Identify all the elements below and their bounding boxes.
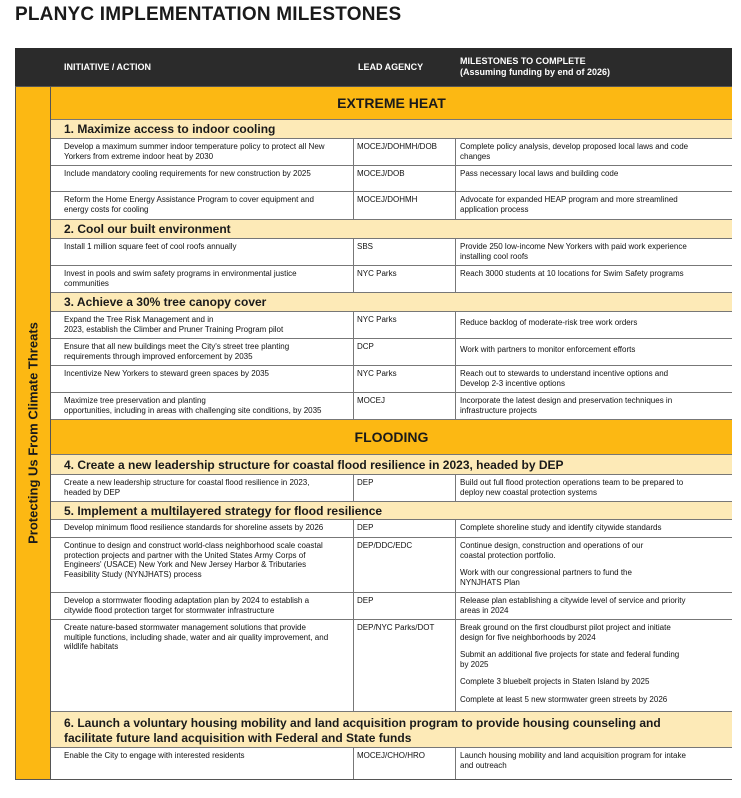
action-cell: Include mandatory cooling requirements for new construction by 2025 xyxy=(64,169,311,178)
action-cell: Invest in pools and swim safety programs in environmental justice communities xyxy=(64,269,297,288)
section-heading: 3. Achieve a 30% tree canopy cover xyxy=(51,293,732,312)
sidebar-theme xyxy=(16,87,51,779)
milestone-cell: Work with partners to monitor enforcement efforts xyxy=(460,345,636,354)
table-row xyxy=(51,520,732,538)
agency-cell: MOCEJ/DOHMH/DOB xyxy=(357,142,437,151)
milestone-cell: Reach 3000 students at 10 locations for Swim Safety programs xyxy=(460,269,684,278)
agency-cell: NYC Parks xyxy=(357,315,397,324)
milestone-cell: Pass necessary local laws and building code xyxy=(460,169,619,178)
action-cell: Maximize tree preservation and planting opportunities, including in areas with challenging site conditions, by 2035 xyxy=(64,396,322,415)
agency-cell: NYC Parks xyxy=(357,369,397,378)
milestone-cell: Reduce backlog of moderate-risk tree work orders xyxy=(460,318,638,327)
table-row xyxy=(51,475,732,502)
milestone-cell: Reach out to stewards to understand incentive options and Develop 2-3 incentive options xyxy=(460,369,669,388)
sidebar-label: Protecting Us From Climate Threats xyxy=(25,322,41,544)
agency-cell: NYC Parks xyxy=(357,269,397,278)
agency-cell: DEP xyxy=(357,596,374,605)
table-row xyxy=(51,620,732,712)
milestone-cell: Break ground on the first cloudburst pilot project and initiate design for five neighborhoods by 2024 Submit an additional five projects for state and federal funding by 2025 Complete 3 bluebelt projects in Staten Island by 2025 Complete at least 5 new stormwater green streets by 2026 xyxy=(460,623,680,704)
table-row xyxy=(51,192,732,220)
milestone-cell: Release plan establishing a citywide level of service and priority areas in 2024 xyxy=(460,596,686,615)
category-label: FLOODING xyxy=(354,429,429,445)
table-row xyxy=(51,366,732,393)
table-row xyxy=(51,593,732,620)
action-cell: Create a new leadership structure for coastal flood resilience in 2023, headed by DEP xyxy=(64,478,310,497)
header-milestones-note: (Assuming funding by end of 2026) xyxy=(460,67,611,77)
agency-cell: MOCEJ/DOB xyxy=(357,169,405,178)
action-cell: Install 1 million square feet of cool roofs annually xyxy=(64,242,237,251)
table-row xyxy=(51,538,732,593)
action-cell: Ensure that all new buildings meet the City's street tree planting requirements through improved enforcement by 2035 xyxy=(64,342,290,361)
milestone-cell: Build out full flood protection operations team to be prepared to deploy new coastal protection systems xyxy=(460,478,684,497)
header-lead-agency: LEAD AGENCY xyxy=(358,62,424,72)
action-cell: Incentivize New Yorkers to steward green spaces by 2035 xyxy=(64,369,270,378)
table-row xyxy=(51,393,732,420)
category-extreme-heat xyxy=(51,87,732,120)
milestone-cell: Complete shoreline study and identify citywide standards xyxy=(460,523,662,532)
milestone-cell: Provide 250 low-income New Yorkers with paid work experience installing cool roofs xyxy=(460,242,687,261)
table-header xyxy=(15,48,732,86)
table-row xyxy=(51,748,732,779)
action-cell: Create nature-based stormwater management solutions that provide multiple functions, including shade, water and air quality improvement, and wildlife habitats xyxy=(64,623,329,651)
action-cell: Enable the City to engage with interested residents xyxy=(64,751,245,760)
section-heading: 2. Cool our built environment xyxy=(51,220,732,239)
agency-cell: DEP xyxy=(357,523,374,532)
table-row xyxy=(51,312,732,339)
action-cell: Expand the Tree Risk Management and in 2023, establish the Climber and Pruner Training Program pilot xyxy=(64,315,284,334)
agency-cell: MOCEJ xyxy=(357,396,385,405)
milestone-cell: Complete policy analysis, develop proposed local laws and code changes xyxy=(460,142,689,161)
action-cell: Develop a stormwater flooding adaptation plan by 2024 to establish a citywide flood protection target for stormwater infrastructure xyxy=(64,596,310,615)
header-initiative: INITIATIVE / ACTION xyxy=(64,62,151,72)
agency-cell: SBS xyxy=(357,242,374,251)
milestone-cell: Launch housing mobility and land acquisition program for intake and outreach xyxy=(460,751,686,770)
category-flooding xyxy=(51,420,732,455)
category-label: EXTREME HEAT xyxy=(337,95,446,111)
page-title: PLANYC IMPLEMENTATION MILESTONES xyxy=(15,4,402,25)
milestone-cell: Advocate for expanded HEAP program and more streamlined application process xyxy=(460,195,678,214)
table-row xyxy=(51,339,732,366)
table-row xyxy=(51,139,732,166)
action-cell: Develop minimum flood resilience standards for shoreline assets by 2026 xyxy=(64,523,324,532)
action-cell: Reform the Home Energy Assistance Program to cover equipment and energy costs for cooling xyxy=(64,195,314,214)
agency-cell: MOCEJ/DOHMH xyxy=(357,195,418,204)
table-row xyxy=(51,266,732,293)
agency-cell: DEP/DDC/EDC xyxy=(357,541,413,550)
table-row xyxy=(51,239,732,266)
milestone-cell: Continue design, construction and operations of our coastal protection portfolio. Work with our congressional partners to fund the NYNJHATS Plan xyxy=(460,541,644,587)
header-milestones: MILESTONES TO COMPLETE xyxy=(460,56,586,66)
action-cell: Develop a maximum summer indoor temperature policy to protect all New Yorkers from extreme indoor heat by 2030 xyxy=(64,142,325,161)
milestone-cell: Incorporate the latest design and preservation techniques in infrastructure projects xyxy=(460,396,673,415)
section-heading: 5. Implement a multilayered strategy for flood resilience xyxy=(51,502,732,520)
agency-cell: MOCEJ/CHO/HRO xyxy=(357,751,425,760)
section-heading: 4. Create a new leadership structure for coastal flood resilience in 2023, headed by DEP xyxy=(51,455,732,475)
table-row xyxy=(51,166,732,192)
action-cell: Continue to design and construct world-class neighborhood scale coastal protection projects and partner with the United States Army Corps of Engineers' (USACE) New York and New Jersey Harbor & Tributaries Feasibility Study (NYNJHATS) process xyxy=(64,541,323,579)
agency-cell: DEP/NYC Parks/DOT xyxy=(357,623,435,632)
agency-cell: DCP xyxy=(357,342,374,351)
section-heading: 1. Maximize access to indoor cooling xyxy=(51,120,732,139)
section-heading: 6. Launch a voluntary housing mobility and land acquisition program to provide housing counseling and facilitate future land acquisition with Federal and State funds xyxy=(51,712,732,748)
agency-cell: DEP xyxy=(357,478,374,487)
